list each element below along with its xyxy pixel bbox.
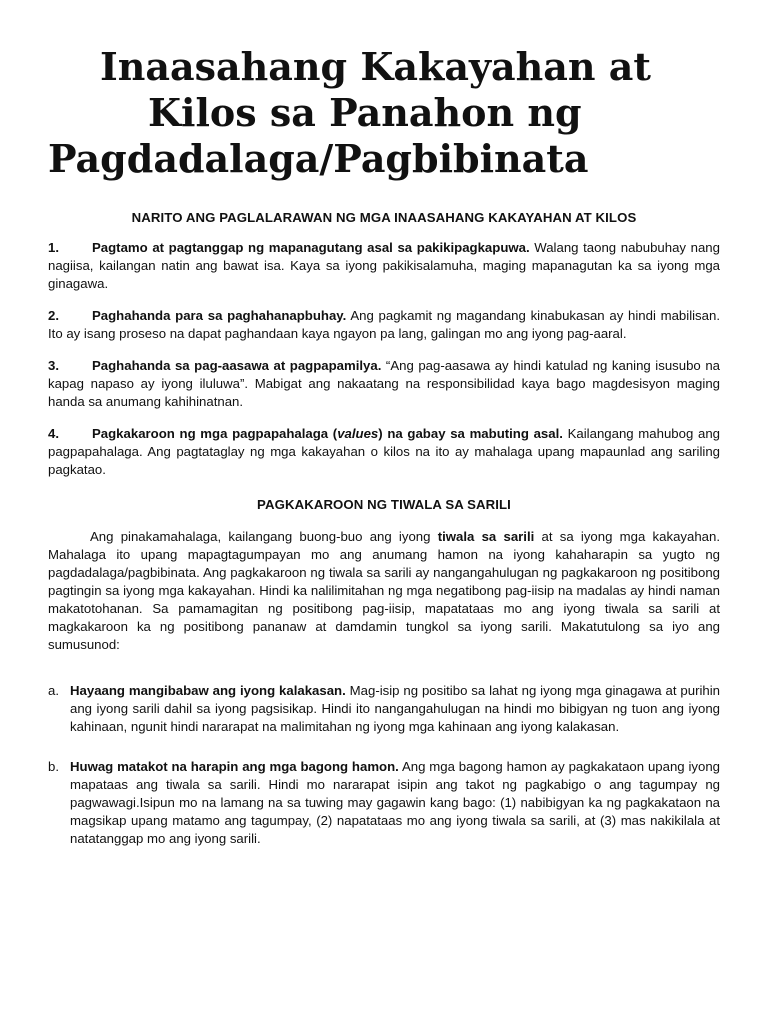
sub-item-letter: a. (48, 683, 59, 698)
item-lead-before: Pagkakaroon ng mga pagpapahalaga ( (92, 426, 338, 441)
item-lead-after: ) na gabay sa mabuting asal. (378, 426, 563, 441)
list-item (48, 425, 720, 479)
item-text: Ang pagkamit ng magandang kinabukasan ay hindi mabilisan. Ito ay isang proseso na dapat paghandaan kaya ngayon pa lang, galingan mo ang iyong pag-aaral. (48, 308, 720, 341)
list-item (48, 307, 720, 343)
intro-paragraph (48, 528, 720, 654)
title-line-3: Pagdadalaga/Pagbibinata (48, 136, 589, 181)
item-lead: Paghahanda para sa paghahanapbuhay. (92, 308, 347, 323)
section-heading-expected-skills: NARITO ANG PAGLALARAWAN NG MGA INAASAHANG KAKAYAHAN AT KILOS (131, 210, 637, 225)
list-item (48, 239, 720, 293)
sub-item-body (70, 758, 720, 848)
document-title (48, 44, 720, 182)
item-text: “Ang pag-aasawa ay hindi katulad ng kaning isusubo na kapag napaso ay iyong iluluwa”. Mabigat ang nakaatang na responsibilidad kaya bago magdesisyon maging handa sa anumang kahihinatnan. (48, 358, 720, 409)
intro-after: at sa iyong mga kakayahan. Mahalaga ito upang mapagtagumpayan mo ang anumang hamon na iyong kahaharapin sa yugto ng pagdadalaga/pagbibinata. Ang pagkakaroon ng tiwala sa sarili ay nangangahulugan ng pagkakaroon ng positibong pagtingin sa iyong mga kakayahan. Hindi ka nalilimitahan ng mga negatibong pag-iisip na madalas ay hindi naman makatotohanan. Sa pamamagitan ng positibong pag-iisip, mapatataas mo ang iyong tiwala sa sarili at magkakaroon ka ng positibong pananaw at damdamin tungkol sa iyong sarili. Makatutulong sa iyo ang sumusunod: (48, 529, 721, 652)
item-number: 4. (48, 426, 59, 441)
sub-item-text: Ang mga bagong hamon ay pagkakataon upang iyong mapataas ang tiwala sa sarili. Hindi mo nararapat isipin ang takot ng pagkabigo o ang tagumpay ng pagwawagi.Isipun mo na lamang na sa tuwing may gagawin kang bago: (1) nabibigyan ka ng pagkakataon na magsikap upang matamo ang tagumpay, (2) napatataas mo ang iyong tiwala sa sarili, at (3) mas nakikilala at natatanggap mo ang iyong sarili. (70, 759, 720, 846)
intro-before: Ang pinakamahalaga, kailangang buong-buo ang iyong (90, 529, 438, 544)
sub-item-text: Mag-isip ng positibo sa lahat ng iyong mga ginagawa at purihin ang iyong sarili dahil sa iyong pagsisikap. Hindi ito nangangahulugan na hindi mo bibigyan ng tuon ang iyong kahinaan, ngunit hindi nararapat na malimitahan ng iyong mga kahinaan ang iyong kalakasan. (70, 683, 720, 734)
item-lead (92, 426, 563, 441)
sub-list-item (48, 758, 720, 848)
item-text: Walang taong nabubuhay nang nagiisa, kailangan natin ang bawat isa. Kaya sa iyong pakikisalamuha, maging mapanagutan ka sa iyong mga ginagawa. (48, 240, 720, 291)
item-number: 2. (48, 308, 59, 323)
item-text: Kailangang mahubog ang pagpapahalaga. Ang pagtataglay ng mga kakayahan o kilos na ito ay mahalaga upang mapaunlad ang sariling pagkatao. (48, 426, 720, 477)
sub-item-lead: Hayaang mangibabaw ang iyong kalakasan. (70, 683, 346, 698)
item-lead-italic: values (337, 426, 379, 441)
item-lead: Pagtamo at pagtanggap ng mapanagutang asal sa pakikipagkapuwa. (92, 240, 530, 255)
title-line-1: Inaasahang Kakayahan at (100, 44, 651, 89)
item-number: 1. (48, 240, 59, 255)
intro-bold: tiwala sa sarili (437, 529, 535, 544)
sub-list-item (48, 682, 720, 736)
sub-item-body (70, 682, 720, 736)
section-heading-self-confidence: PAGKAKAROON NG TIWALA SA SARILI (257, 497, 511, 512)
sub-item-letter: b. (48, 759, 59, 774)
list-item (48, 357, 720, 411)
item-number: 3. (48, 358, 59, 373)
item-lead: Paghahanda sa pag-aasawa at pagpapamilya. (92, 358, 382, 373)
title-line-2: Kilos sa Panahon ng (148, 90, 582, 135)
sub-item-lead: Huwag matakot na harapin ang mga bagong hamon. (70, 759, 399, 774)
